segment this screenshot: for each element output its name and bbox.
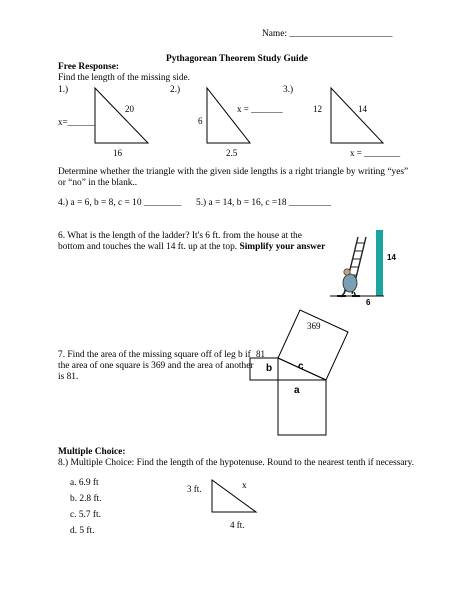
option-a[interactable]: a. 6.9 ft: [70, 478, 99, 488]
worker-figure: [343, 274, 357, 292]
question-6-emphasis: Simplify your answer: [239, 242, 326, 252]
free-response-instruction: Find the length of the missing side.: [58, 73, 191, 83]
free-response-heading: Free Response:: [58, 62, 120, 72]
house-wall: [376, 230, 383, 296]
leg-a-label: a: [294, 385, 300, 396]
triangle-3: [331, 88, 383, 143]
problem-2-number: 2.): [170, 85, 181, 95]
problem-1-number: 1.): [58, 85, 69, 95]
small-square-area: 81: [256, 349, 265, 359]
problem-1-hypotenuse: 20: [125, 104, 134, 114]
ladder-figure: [330, 230, 384, 297]
option-c[interactable]: c. 5.7 ft.: [70, 510, 101, 520]
option-d[interactable]: d. 5 ft.: [70, 526, 95, 536]
mc-base-label: 4 ft.: [230, 520, 245, 530]
mc-leg-label: 3 ft.: [187, 484, 202, 494]
question-8: 8.) Multiple Choice: Find the length of the hypotenuse. Round to the nearest tenth if necessary.: [58, 458, 415, 468]
question-4[interactable]: 4.) a = 6, b = 8, c = 10 ________: [58, 198, 182, 208]
multiple-choice-heading: Multiple Choice:: [58, 447, 126, 457]
problem-2-leg: 6: [198, 116, 203, 126]
problem-3-hypotenuse: 14: [358, 104, 367, 114]
page-title: Pythagorean Theorem Study Guide: [166, 54, 308, 64]
option-b[interactable]: b. 2.8 ft.: [70, 494, 102, 504]
triangle-1: [95, 88, 148, 143]
problem-2-answer[interactable]: x = _______: [237, 104, 283, 114]
problem-3-leg: 12: [313, 104, 322, 114]
triangle-2: [207, 88, 250, 143]
name-field[interactable]: Name: ______________________: [262, 29, 393, 39]
problem-2-base: 2.5: [226, 148, 238, 158]
hyp-square-area: 369: [307, 321, 321, 331]
question-5[interactable]: 5.) a = 14, b = 16, c =18 _________: [196, 198, 332, 208]
triangle-mc: [212, 480, 256, 512]
squares-figure: [250, 310, 348, 435]
leg-b-label: b: [266, 363, 273, 374]
problem-1-answer[interactable]: x=______: [58, 117, 95, 127]
problem-1-base: 16: [113, 148, 122, 158]
ground-distance-label: 6: [366, 298, 371, 307]
hypotenuse-c-label: c: [298, 361, 304, 372]
determine-instruction: Determine whether the triangle with the given side lengths is a right triangle by writing “yes” or “no” in the blank..: [58, 167, 409, 188]
wall-height-label: 14: [387, 253, 396, 262]
problem-3-answer[interactable]: x = ________: [350, 148, 401, 158]
problem-3-number: 3.): [283, 85, 294, 95]
question-6: [58, 231, 326, 253]
leg-a-square: [278, 380, 326, 435]
mc-hypotenuse-label: x: [242, 480, 247, 490]
question-7: 7. Find the area of the missing square off of leg b if the area of one square is 369 and the area of another is 81.: [58, 350, 254, 382]
question-6-text: 6. What is the length of the ladder? It's 6 ft. from the house at the bottom and touches the wall 14 ft. up at the top.: [58, 231, 302, 252]
